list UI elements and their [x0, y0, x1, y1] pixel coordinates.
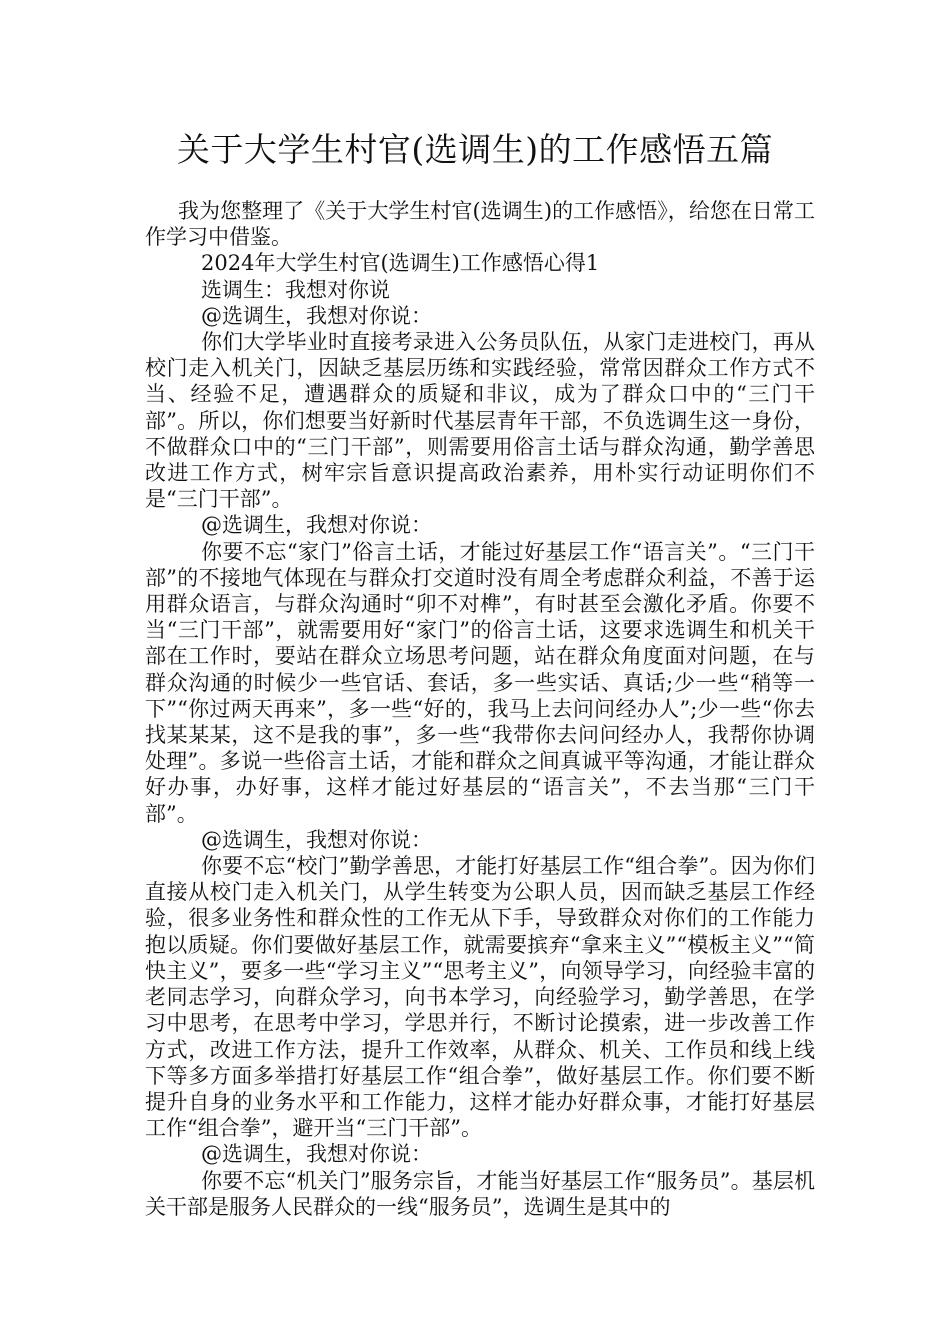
article-body — [145, 198, 815, 1220]
intro-paragraph: 我为您整理了《关于大学生村官(选调生)的工作感悟》，给您在日常工作学习中借鉴。 — [145, 199, 815, 250]
address-line: @选调生，我想对你说： — [201, 1142, 432, 1167]
article-subtitle: 选调生：我想对你说 — [201, 277, 390, 302]
section-heading: 2024年大学生村官(选调生)工作感悟心得1 — [201, 251, 600, 276]
address-line: @选调生，我想对你说： — [201, 827, 432, 852]
body-paragraph: 你们大学毕业时直接考录进入公务员队伍，从家门走进校门，再从校门走入机关门，因缺乏基层历练和实践经验，常常因群众工作方式不当、经验不足，遭遇群众的质疑和非议，成为了群众口中的“三门干部”。所以，你们想要当好新时代基层青年干部，不负选调生这一身份，不做群众口中的“三门干部”，则需要用俗言土话与群众沟通，勤学善思改进工作方式，树牢宗旨意识提高政治素养，用朴实行动证明你们不是“三门干部”。 — [145, 330, 815, 512]
page-title: 关于大学生村官(选调生)的工作感悟五篇 — [176, 130, 774, 169]
address-line: @选调生，我想对你说： — [201, 513, 432, 538]
body-paragraph: 你要不忘“校门”勤学善思，才能打好基层工作“组合拳”。因为你们直接从校门走入机关门，从学生转变为公职人员，因而缺乏基层工作经验，很多业务性和群众性的工作无从下手，导致群众对你们的工作能力抱以质疑。你们要做好基层工作，就需要摈弃“拿来主义”“模板主义”“简快主义”，要多一些“学习主义”“思考主义”，向领导学习，向经验丰富的老同志学习，向群众学习，向书本学习，向经验学习，勤学善思，在学习中思考，在思考中学习，学思并行，不断讨论摸索，进一步改善工作方式，改进工作方法，提升工作效率，从群众、机关、工作员和线上线下等多方面多举措打好基层工作“组合拳”，做好基层工作。你们要不断提升自身的业务水平和工作能力，这样才能办好群众事，才能打好基层工作“组合拳”，避开当“三门干部”。 — [145, 854, 815, 1141]
body-paragraph: 你要不忘“家门”俗言土话，才能过好基层工作“语言关”。“三门干部”的不接地气体现在与群众打交道时没有周全考虑群众利益，不善于运用群众语言，与群众沟通时“卯不对榫”，有时甚至会激化矛盾。你要不当“三门干部”，就需要用好“家门”的俗言土话，这要求选调生和机关干部在工作时，要站在群众立场思考问题，站在群众角度面对问题，在与群众沟通的时候少一些官话、套话，多一些实话、真话;少一些“稍等一下”“你过两天再来”，多一些“好的，我马上去问问经办人”;少一些“你去找某某某，这不是我的事”，多一些“我带你去问问经办人，我帮你协调处理”。多说一些俗言土话，才能和群众之间真诚平等沟通，才能让群众好办事，办好事，这样才能过好基层的“语言关”，不去当那“三门干部”。 — [145, 539, 815, 826]
body-paragraph: 你要不忘“机关门”服务宗旨，才能当好基层工作“服务员”。基层机关干部是服务人民群众的一线“服务员”，选调生是其中的 — [145, 1168, 815, 1219]
address-line: @选调生，我想对你说： — [201, 303, 432, 328]
